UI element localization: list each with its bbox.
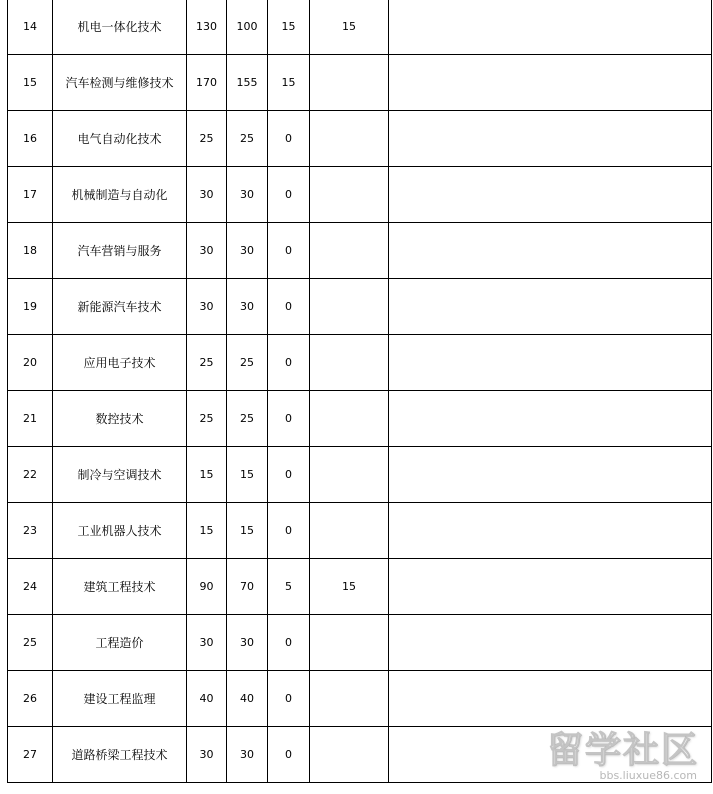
row-number-cell: 14 bbox=[8, 0, 53, 55]
row-number-cell: 18 bbox=[8, 223, 53, 279]
table-row bbox=[8, 111, 712, 167]
remarks-cell bbox=[389, 0, 712, 55]
remarks-cell bbox=[389, 503, 712, 559]
remarks-cell bbox=[389, 559, 712, 615]
row-number-cell: 26 bbox=[8, 671, 53, 727]
count-col3-cell: 5 bbox=[268, 559, 310, 615]
count-col4-cell bbox=[310, 447, 389, 503]
enrollment-table bbox=[7, 0, 712, 783]
table-row bbox=[8, 223, 712, 279]
major-name-cell: 机电一体化技术 bbox=[53, 0, 187, 55]
count-col3-cell: 0 bbox=[268, 391, 310, 447]
count-col3-cell: 0 bbox=[268, 671, 310, 727]
count-col2-cell: 25 bbox=[227, 391, 268, 447]
count-col2-cell: 30 bbox=[227, 167, 268, 223]
row-number-cell: 17 bbox=[8, 167, 53, 223]
count-col1-cell: 30 bbox=[187, 167, 227, 223]
count-col4-cell bbox=[310, 503, 389, 559]
count-col1-cell: 25 bbox=[187, 391, 227, 447]
remarks-cell bbox=[389, 335, 712, 391]
major-name-cell: 建筑工程技术 bbox=[53, 559, 187, 615]
table-row bbox=[8, 279, 712, 335]
table-row bbox=[8, 671, 712, 727]
count-col4-cell bbox=[310, 279, 389, 335]
count-col4-cell bbox=[310, 223, 389, 279]
major-name-cell: 道路桥梁工程技术 bbox=[53, 727, 187, 783]
count-col1-cell: 130 bbox=[187, 0, 227, 55]
table-row bbox=[8, 167, 712, 223]
table-row bbox=[8, 391, 712, 447]
count-col2-cell: 155 bbox=[227, 55, 268, 111]
count-col4-cell bbox=[310, 167, 389, 223]
remarks-cell bbox=[389, 615, 712, 671]
major-name-cell: 新能源汽车技术 bbox=[53, 279, 187, 335]
count-col1-cell: 25 bbox=[187, 335, 227, 391]
count-col3-cell: 0 bbox=[268, 223, 310, 279]
row-number-cell: 16 bbox=[8, 111, 53, 167]
row-number-cell: 27 bbox=[8, 727, 53, 783]
table-body bbox=[8, 0, 712, 783]
count-col4-cell bbox=[310, 671, 389, 727]
count-col1-cell: 30 bbox=[187, 223, 227, 279]
count-col1-cell: 15 bbox=[187, 447, 227, 503]
major-name-cell: 汽车检测与维修技术 bbox=[53, 55, 187, 111]
count-col4-cell: 15 bbox=[310, 0, 389, 55]
count-col2-cell: 100 bbox=[227, 0, 268, 55]
table-row bbox=[8, 727, 712, 783]
table-row bbox=[8, 503, 712, 559]
major-name-cell: 制冷与空调技术 bbox=[53, 447, 187, 503]
count-col1-cell: 30 bbox=[187, 279, 227, 335]
count-col1-cell: 40 bbox=[187, 671, 227, 727]
remarks-cell bbox=[389, 223, 712, 279]
count-col1-cell: 30 bbox=[187, 615, 227, 671]
count-col3-cell: 0 bbox=[268, 279, 310, 335]
count-col3-cell: 15 bbox=[268, 0, 310, 55]
count-col3-cell: 0 bbox=[268, 503, 310, 559]
row-number-cell: 22 bbox=[8, 447, 53, 503]
count-col2-cell: 70 bbox=[227, 559, 268, 615]
count-col4-cell: 15 bbox=[310, 559, 389, 615]
count-col1-cell: 15 bbox=[187, 503, 227, 559]
remarks-cell bbox=[389, 391, 712, 447]
count-col4-cell bbox=[310, 727, 389, 783]
count-col2-cell: 30 bbox=[227, 615, 268, 671]
remarks-cell bbox=[389, 447, 712, 503]
major-name-cell: 汽车营销与服务 bbox=[53, 223, 187, 279]
remarks-cell bbox=[389, 167, 712, 223]
row-number-cell: 23 bbox=[8, 503, 53, 559]
remarks-cell bbox=[389, 279, 712, 335]
count-col2-cell: 25 bbox=[227, 111, 268, 167]
major-name-cell: 电气自动化技术 bbox=[53, 111, 187, 167]
table-row bbox=[8, 615, 712, 671]
count-col4-cell bbox=[310, 111, 389, 167]
major-name-cell: 数控技术 bbox=[53, 391, 187, 447]
remarks-cell bbox=[389, 671, 712, 727]
count-col2-cell: 40 bbox=[227, 671, 268, 727]
row-number-cell: 24 bbox=[8, 559, 53, 615]
count-col2-cell: 30 bbox=[227, 279, 268, 335]
count-col1-cell: 25 bbox=[187, 111, 227, 167]
major-name-cell: 机械制造与自动化 bbox=[53, 167, 187, 223]
count-col4-cell bbox=[310, 335, 389, 391]
count-col4-cell bbox=[310, 55, 389, 111]
table-row bbox=[8, 447, 712, 503]
row-number-cell: 15 bbox=[8, 55, 53, 111]
major-name-cell: 工程造价 bbox=[53, 615, 187, 671]
count-col1-cell: 170 bbox=[187, 55, 227, 111]
row-number-cell: 19 bbox=[8, 279, 53, 335]
count-col4-cell bbox=[310, 391, 389, 447]
table-row bbox=[8, 335, 712, 391]
major-name-cell: 应用电子技术 bbox=[53, 335, 187, 391]
row-number-cell: 21 bbox=[8, 391, 53, 447]
watermark-url: bbs.liuxue86.com bbox=[599, 769, 697, 782]
count-col3-cell: 0 bbox=[268, 615, 310, 671]
count-col3-cell: 0 bbox=[268, 335, 310, 391]
count-col2-cell: 15 bbox=[227, 503, 268, 559]
count-col3-cell: 15 bbox=[268, 55, 310, 111]
watermark-title: 留学社区 bbox=[546, 730, 699, 771]
count-col4-cell bbox=[310, 615, 389, 671]
table-row bbox=[8, 0, 712, 55]
major-name-cell: 工业机器人技术 bbox=[53, 503, 187, 559]
remarks-cell bbox=[389, 55, 712, 111]
count-col2-cell: 25 bbox=[227, 335, 268, 391]
count-col1-cell: 30 bbox=[187, 727, 227, 783]
remarks-cell bbox=[389, 111, 712, 167]
count-col3-cell: 0 bbox=[268, 111, 310, 167]
row-number-cell: 25 bbox=[8, 615, 53, 671]
count-col2-cell: 15 bbox=[227, 447, 268, 503]
count-col1-cell: 90 bbox=[187, 559, 227, 615]
count-col3-cell: 0 bbox=[268, 447, 310, 503]
major-name-cell: 建设工程监理 bbox=[53, 671, 187, 727]
table-row bbox=[8, 559, 712, 615]
table-row bbox=[8, 55, 712, 111]
remarks-cell bbox=[389, 727, 712, 783]
count-col3-cell: 0 bbox=[268, 727, 310, 783]
count-col2-cell: 30 bbox=[227, 223, 268, 279]
count-col2-cell: 30 bbox=[227, 727, 268, 783]
count-col3-cell: 0 bbox=[268, 167, 310, 223]
row-number-cell: 20 bbox=[8, 335, 53, 391]
